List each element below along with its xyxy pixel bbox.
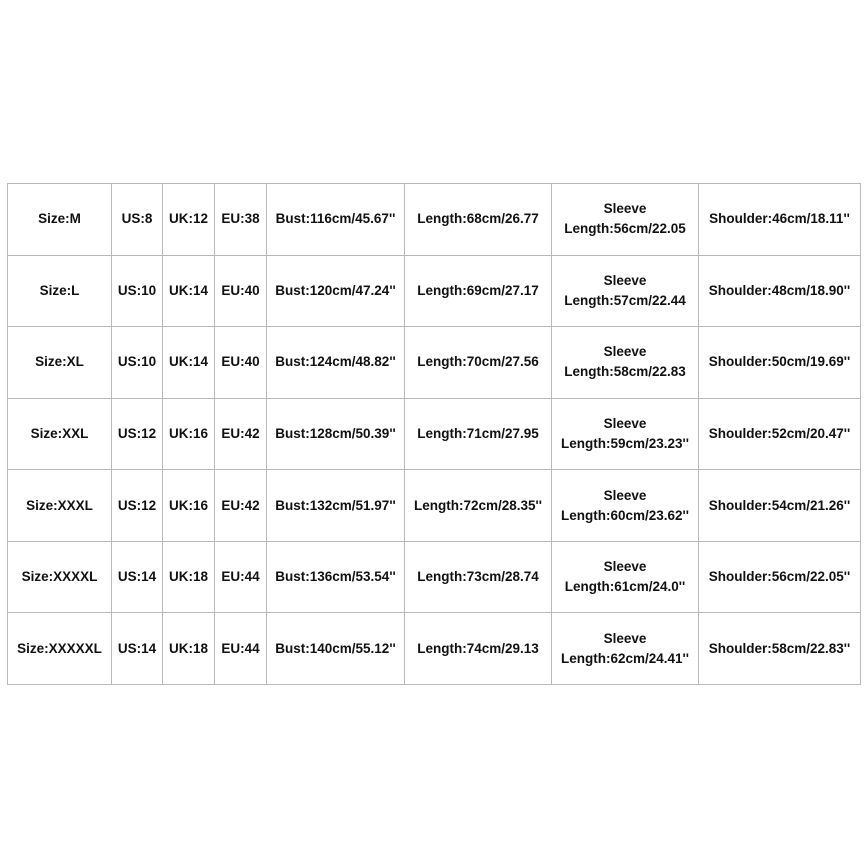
sleeve-length-value: Length:61cm/24.0'' — [564, 579, 686, 595]
size-cell: Size:XXXXL — [8, 541, 112, 613]
eu-size-cell: EU:40 — [215, 255, 267, 327]
size-cell: Size:L — [8, 255, 112, 327]
length-cell: Length:72cm/28.35'' — [405, 470, 552, 542]
size-chart-table — [7, 183, 861, 685]
sleeve-title: Sleeve — [603, 630, 647, 646]
uk-size-cell: UK:14 — [163, 327, 215, 399]
shoulder-cell: Shoulder:56cm/22.05'' — [699, 541, 861, 613]
uk-size-cell: UK:18 — [163, 613, 215, 685]
shoulder-cell: Shoulder:46cm/18.11'' — [699, 184, 861, 256]
size-cell: Size:M — [8, 184, 112, 256]
us-size-cell: US:14 — [112, 541, 163, 613]
eu-size-cell: EU:42 — [215, 398, 267, 470]
sleeve-title: Sleeve — [603, 415, 647, 431]
sleeve-length-value: Length:60cm/23.62'' — [561, 507, 689, 523]
bust-cell: Bust:124cm/48.82'' — [267, 327, 405, 399]
size-cell: Size:XXXXXL — [8, 613, 112, 685]
table-row — [8, 541, 861, 613]
sleeve-length-value: Length:58cm/22.83 — [564, 364, 686, 380]
shoulder-cell: Shoulder:48cm/18.90'' — [699, 255, 861, 327]
eu-size-cell: EU:42 — [215, 470, 267, 542]
size-cell: Size:XL — [8, 327, 112, 399]
sleeve-length-value: Length:62cm/24.41'' — [561, 650, 689, 666]
us-size-cell: US:8 — [112, 184, 163, 256]
sleeve-cell — [552, 184, 699, 256]
sleeve-length-value: Length:57cm/22.44 — [564, 292, 686, 308]
uk-size-cell: UK:16 — [163, 398, 215, 470]
length-cell: Length:69cm/27.17 — [405, 255, 552, 327]
sleeve-length-value: Length:59cm/23.23'' — [561, 435, 689, 451]
us-size-cell: US:12 — [112, 470, 163, 542]
bust-cell: Bust:116cm/45.67'' — [267, 184, 405, 256]
eu-size-cell: EU:40 — [215, 327, 267, 399]
table-row — [8, 613, 861, 685]
sleeve-length-value: Length:56cm/22.05 — [564, 221, 686, 237]
sleeve-title: Sleeve — [603, 559, 647, 575]
bust-cell: Bust:120cm/47.24'' — [267, 255, 405, 327]
sleeve-cell — [552, 255, 699, 327]
length-cell: Length:74cm/29.13 — [405, 613, 552, 685]
bust-cell: Bust:132cm/51.97'' — [267, 470, 405, 542]
bust-cell: Bust:136cm/53.54'' — [267, 541, 405, 613]
us-size-cell: US:10 — [112, 255, 163, 327]
table-row — [8, 470, 861, 542]
sleeve-title: Sleeve — [603, 272, 647, 288]
eu-size-cell: EU:44 — [215, 541, 267, 613]
shoulder-cell: Shoulder:54cm/21.26'' — [699, 470, 861, 542]
length-cell: Length:73cm/28.74 — [405, 541, 552, 613]
sleeve-title: Sleeve — [603, 487, 647, 503]
length-cell: Length:68cm/26.77 — [405, 184, 552, 256]
length-cell: Length:70cm/27.56 — [405, 327, 552, 399]
table-row — [8, 184, 861, 256]
sleeve-cell — [552, 470, 699, 542]
table-row — [8, 398, 861, 470]
shoulder-cell: Shoulder:50cm/19.69'' — [699, 327, 861, 399]
uk-size-cell: UK:12 — [163, 184, 215, 256]
table-row — [8, 255, 861, 327]
sleeve-cell — [552, 398, 699, 470]
eu-size-cell: EU:38 — [215, 184, 267, 256]
shoulder-cell: Shoulder:58cm/22.83'' — [699, 613, 861, 685]
eu-size-cell: EU:44 — [215, 613, 267, 685]
uk-size-cell: UK:14 — [163, 255, 215, 327]
bust-cell: Bust:128cm/50.39'' — [267, 398, 405, 470]
us-size-cell: US:12 — [112, 398, 163, 470]
sleeve-title: Sleeve — [603, 201, 647, 217]
us-size-cell: US:14 — [112, 613, 163, 685]
sleeve-cell — [552, 541, 699, 613]
sleeve-cell — [552, 327, 699, 399]
uk-size-cell: UK:16 — [163, 470, 215, 542]
sleeve-cell — [552, 613, 699, 685]
shoulder-cell: Shoulder:52cm/20.47'' — [699, 398, 861, 470]
length-cell: Length:71cm/27.95 — [405, 398, 552, 470]
uk-size-cell: UK:18 — [163, 541, 215, 613]
bust-cell: Bust:140cm/55.12'' — [267, 613, 405, 685]
sleeve-title: Sleeve — [603, 344, 647, 360]
table-row — [8, 327, 861, 399]
us-size-cell: US:10 — [112, 327, 163, 399]
size-cell: Size:XXL — [8, 398, 112, 470]
size-cell: Size:XXXL — [8, 470, 112, 542]
